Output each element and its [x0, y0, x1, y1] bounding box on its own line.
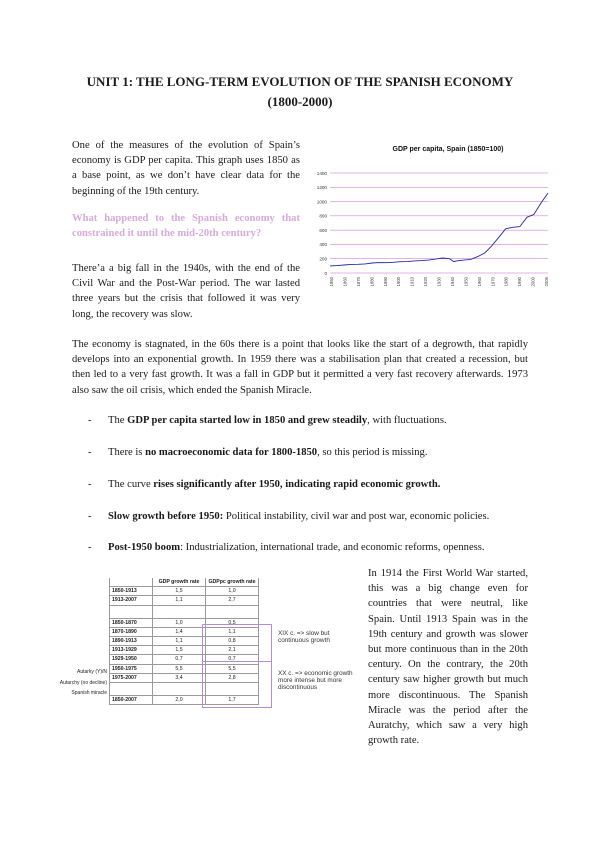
bullet-dash: - — [88, 415, 92, 426]
y-tick-label: 600 — [319, 227, 327, 233]
bullet-pre: The curve — [108, 479, 154, 490]
bullet-post: , so this period is missing. — [317, 447, 428, 458]
table-header-gdp: GDP growth rate — [153, 578, 206, 587]
x-tick-label: 1870 — [355, 277, 361, 287]
gdp-series-line — [330, 193, 548, 266]
y-tick-label: 1000 — [316, 199, 327, 205]
gdppc-growth-cell: 5,5 — [206, 664, 259, 673]
bullet-post: Political instability, civil war and post war, economic policies. — [223, 511, 490, 522]
x-tick-label: 1980 — [503, 277, 509, 287]
period-cell: 1870-1890 — [110, 627, 153, 636]
page-title — [60, 72, 540, 112]
table-row — [110, 596, 259, 605]
bullet-dash: - — [88, 542, 92, 553]
gdp-growth-cell: 1,1 — [153, 636, 206, 645]
xx-century-box — [202, 661, 272, 708]
note-xx-century: XX c. => economic growth more intense but more discontinuous — [278, 670, 353, 692]
title-line-1: UNIT 1: THE LONG-TERM EVOLUTION OF THE SPANISH ECONOMY — [86, 74, 514, 89]
intro-paragraph: One of the measures of the evolution of Spain’s economy is GDP per capita. This graph uses 1850 as a base point, as we don’t have clear data for the beginning of the 19th century. — [72, 140, 300, 197]
y-tick-label: 0 — [324, 270, 327, 276]
title-line-2: (1800-2000) — [267, 94, 333, 109]
bullet-bold: GDP per capita started low in 1850 and grew steadily — [127, 415, 368, 426]
x-tick-label: 1890 — [382, 277, 388, 287]
gdppc-growth-cell: 1,7 — [206, 695, 259, 704]
gdppc-growth-cell: 0,8 — [206, 636, 259, 645]
period-cell: 1850-2007 — [110, 695, 153, 704]
period-cell: 1913-2007 — [110, 596, 153, 605]
y-tick-label: 400 — [319, 242, 327, 248]
x-tick-label: 1850 — [329, 277, 334, 287]
table-row — [110, 587, 259, 596]
gdp-growth-cell: 1,4 — [153, 627, 206, 636]
bullet-post: : Industrialization, international trade, and economic reforms, openness. — [180, 542, 485, 553]
gdp-growth-cell: 2,0 — [153, 695, 206, 704]
x-tick-label: 2000 — [530, 277, 536, 287]
x-tick-label: 1910 — [409, 277, 415, 287]
chart-title: GDP per capita, Spain (1850=100) — [392, 146, 504, 153]
x-tick-label: 1940 — [449, 277, 455, 287]
period-cell: 1950-1975 — [110, 664, 153, 673]
y-tick-label: 200 — [319, 256, 327, 262]
gdp-growth-cell: 1,1 — [153, 596, 206, 605]
growth-table-figure — [60, 578, 360, 748]
gdp-growth-cell: 1,5 — [153, 646, 206, 655]
gdppc-growth-cell: 1,1 — [206, 627, 259, 636]
bullet-bold: rises significantly after 1950, indicating rapid economic growth. — [153, 479, 441, 490]
table-spacer — [110, 605, 259, 618]
gdppc-growth-cell: 0,5 — [206, 618, 259, 627]
gridlines — [330, 173, 548, 273]
period-cell: 1850-1870 — [110, 618, 153, 627]
x-tick-label: 1990 — [517, 277, 523, 287]
gdppc-growth-cell: 2,7 — [206, 596, 259, 605]
row-label-autarchy: Autarchy (no decline) — [59, 680, 107, 686]
x-tick-label: 1950 — [463, 277, 469, 287]
row-label-autarky: Autarky (Y)/N — [76, 669, 107, 675]
x-tick-label: 2005 — [544, 277, 549, 287]
gdppc-growth-cell: 2,1 — [206, 646, 259, 655]
y-tick-label: 1400 — [316, 170, 327, 176]
bullet-dash: - — [88, 479, 92, 490]
table-header-period — [110, 578, 153, 587]
gdp-growth-cell: 5,5 — [153, 664, 206, 673]
bullet-bold: no macroeconomic data for 1800-1850 — [145, 447, 318, 458]
note-xix-century: XIX c. => slow but continuous growth — [278, 630, 330, 645]
x-tick-label: 1930 — [436, 277, 442, 287]
period-cell: 1850-1913 — [110, 587, 153, 596]
answer-paragraph: There’a a big fall in the 1940s, with the end of the Civil War and the Post-War period. The war lasted three years but the crisis that followed it was very long, the recovery was slow. — [72, 263, 300, 320]
period-cell: 1929-1950 — [110, 655, 153, 664]
bullet-bold: Post-1950 boom — [108, 542, 181, 553]
bullet-text — [108, 445, 528, 460]
analysis-paragraph: The economy is stagnated, in the 60s there is a point that looks like the start of a degrowth, that rapidly develops into an exponential growth. In 1959 there was a stabilisation plan that created a recession, but then led to a very fast growth. It was a fall in GDP but it permitted a very fast recovery afterwards. 1973 also saw the oil crisis, which ended the Spanish Miracle. — [72, 339, 528, 396]
bullet-pre: There is — [108, 447, 146, 458]
row-label-miracle: Spanish miracle — [71, 690, 107, 696]
x-tick-label: 1880 — [369, 277, 375, 287]
gdp-growth-cell: 3,4 — [153, 673, 206, 682]
bullet-bold: Slow growth before 1950: — [108, 511, 224, 522]
gdppc-growth-cell: 0,7 — [206, 655, 259, 664]
x-tick-label: 1920 — [423, 277, 429, 287]
question-heading: What happened to the Spanish economy that constrained it until the mid-20th century? — [72, 213, 300, 240]
gdp-chart — [310, 140, 556, 312]
y-axis — [317, 171, 328, 276]
gdppc-growth-cell: 2,8 — [206, 673, 259, 682]
gdp-growth-cell: 0,7 — [153, 655, 206, 664]
bullet-text — [108, 540, 528, 555]
bullet-text — [108, 477, 528, 492]
period-cell: 1975-2007 — [110, 673, 153, 682]
x-tick-label: 1900 — [396, 277, 402, 287]
x-tick-label: 1960 — [476, 277, 482, 287]
bullet-dash: - — [88, 447, 92, 458]
gdp-growth-cell: 1,0 — [153, 618, 206, 627]
x-axis — [329, 276, 549, 286]
bullet-text — [108, 509, 528, 524]
y-tick-label: 800 — [319, 213, 327, 219]
bullet-text — [108, 413, 528, 428]
bullet-dash: - — [88, 511, 92, 522]
y-tick-label: 1200 — [316, 185, 327, 191]
gdppc-growth-cell: 1,0 — [206, 587, 259, 596]
xix-century-box — [202, 624, 272, 662]
x-tick-label: 1970 — [490, 277, 496, 287]
bullet-post: , with fluctuations. — [367, 415, 447, 426]
period-cell: 1890-1913 — [110, 636, 153, 645]
x-tick-label: 1860 — [342, 277, 348, 287]
gdp-growth-cell: 1,5 — [153, 587, 206, 596]
side-paragraph: In 1914 the First World War started, this was a big change even for countries that were neutral, like Spain. Until 1913 Spain was in the 19th century and growth was slower but more continuous than in the 20th century. On the contrary, the 20th century saw higher growth but much more discontinuous. The Spanish Miracle was the period after the Auratchy, which saw a very high growth rate. — [368, 568, 528, 747]
table-header-gdppc: GDPpc growth rate — [206, 578, 259, 587]
bullet-pre: The — [108, 415, 128, 426]
period-cell: 1913-1929 — [110, 646, 153, 655]
